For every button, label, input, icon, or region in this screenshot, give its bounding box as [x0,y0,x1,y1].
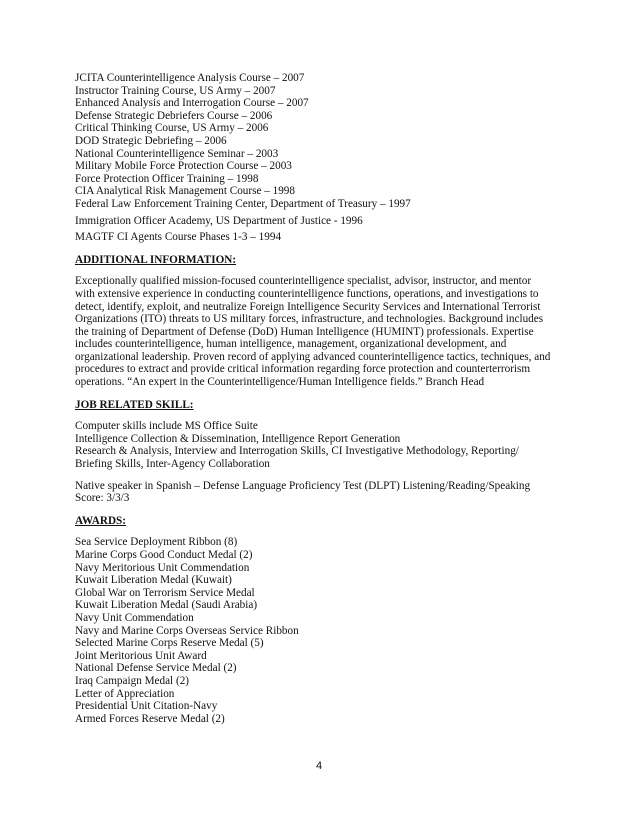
paragraph-line: Exceptionally qualified mission-focused counterintelligence specialist, advisor, instructor, and mentor [75,275,532,288]
section-heading: ADDITIONAL INFORMATION: [75,253,237,266]
paragraph-line: detect, identify, exploit, and neutralize Foreign Intelligence Security Services and International Terrorist [75,300,541,313]
summary-paragraph [75,275,575,388]
skill-line: Briefing Skills, Inter-Agency Collaboration [75,458,270,471]
course-item: DOD Strategic Debriefing – 2006 [75,134,227,147]
courses-list [75,72,575,244]
course-item: Defense Strategic Debriefers Course – 2006 [75,109,273,122]
course-item: CIA Analytical Risk Management Course – 1998 [75,185,295,198]
award-item: Kuwait Liberation Medal (Kuwait) [75,574,232,587]
language-line: Score: 3/3/3 [75,492,130,505]
course-item: National Counterintelligence Seminar – 2003 [75,147,279,160]
award-item: National Defense Service Medal (2) [75,662,237,675]
additional-information-section [75,254,575,389]
award-item: Presidential Unit Citation-Navy [75,700,218,713]
course-item: Critical Thinking Course, US Army – 2006 [75,122,269,135]
paragraph-line: with extensive experience in conducting counterintelligence functions, operations, and investigations to [75,287,539,300]
skill-line: Research & Analysis, Interview and Interrogation Skills, CI Investigative Methodology, Reporting/ [75,445,519,458]
job-related-skill-section [75,399,575,505]
award-item: Joint Meritorious Unit Award [75,649,207,662]
course-item: Immigration Officer Academy, US Department of Justice - 1996 [75,214,363,227]
paragraph-line: includes counterintelligence, human intelligence, management, organizational development, and [75,338,507,351]
paragraph-line: procedures to extract and provide critical information regarding force protection and counterterrorism [75,363,531,376]
page-number: 4 [315,760,323,772]
course-item: Military Mobile Force Protection Course – 2003 [75,160,292,173]
award-item: Sea Service Deployment Ribbon (8) [75,536,238,549]
course-item: Force Protection Officer Training – 1998 [75,172,259,185]
award-item: Global War on Terrorism Service Medal [75,586,255,599]
language-line: Native speaker in Spanish – Defense Language Proficiency Test (DLPT) Listening/Reading/Speaking [75,479,531,492]
paragraph-line: organizational leadership. Proven record of applying advanced counterintelligence tactics, techniques, and [75,350,551,363]
resume-page [75,72,575,725]
award-item: Armed Forces Reserve Medal (2) [75,712,225,725]
skill-line: Intelligence Collection & Dissemination, Intelligence Report Generation [75,432,401,445]
course-item: JCITA Counterintelligence Analysis Course – 2007 [75,72,305,84]
award-item: Navy Unit Commendation [75,611,194,624]
award-item: Navy Meritorious Unit Commendation [75,561,250,574]
section-heading: JOB RELATED SKILL: [75,398,194,411]
skill-line: Computer skills include MS Office Suite [75,420,258,433]
award-item: Letter of Appreciation [75,687,175,700]
paragraph-line: Organizations (ITO) threats to US military forces, infrastructure, and technologies. Background includes [75,313,544,326]
course-item: Enhanced Analysis and Interrogation Course – 2007 [75,97,309,110]
award-item: Iraq Campaign Medal (2) [75,674,190,687]
award-item: Marine Corps Good Conduct Medal (2) [75,549,253,561]
award-item: Selected Marine Corps Reserve Medal (5) [75,637,264,650]
course-item: Instructor Training Course, US Army – 2007 [75,84,276,97]
section-heading: AWARDS: [75,514,126,527]
paragraph-line: operations. “An expert in the Counterintelligence/Human Intelligence fields.” Branch Head [75,376,485,389]
paragraph-line: the training of Department of Defense (DoD) Human Intelligence (HUMINT) professionals. Expertise [75,325,534,338]
award-item: Navy and Marine Corps Overseas Service Ribbon [75,624,299,637]
course-item: Federal Law Enforcement Training Center, Department of Treasury – 1997 [75,197,411,210]
award-item: Kuwait Liberation Medal (Saudi Arabia) [75,599,258,612]
course-item: MAGTF CI Agents Course Phases 1-3 – 1994 [75,231,282,244]
awards-section [75,515,575,726]
